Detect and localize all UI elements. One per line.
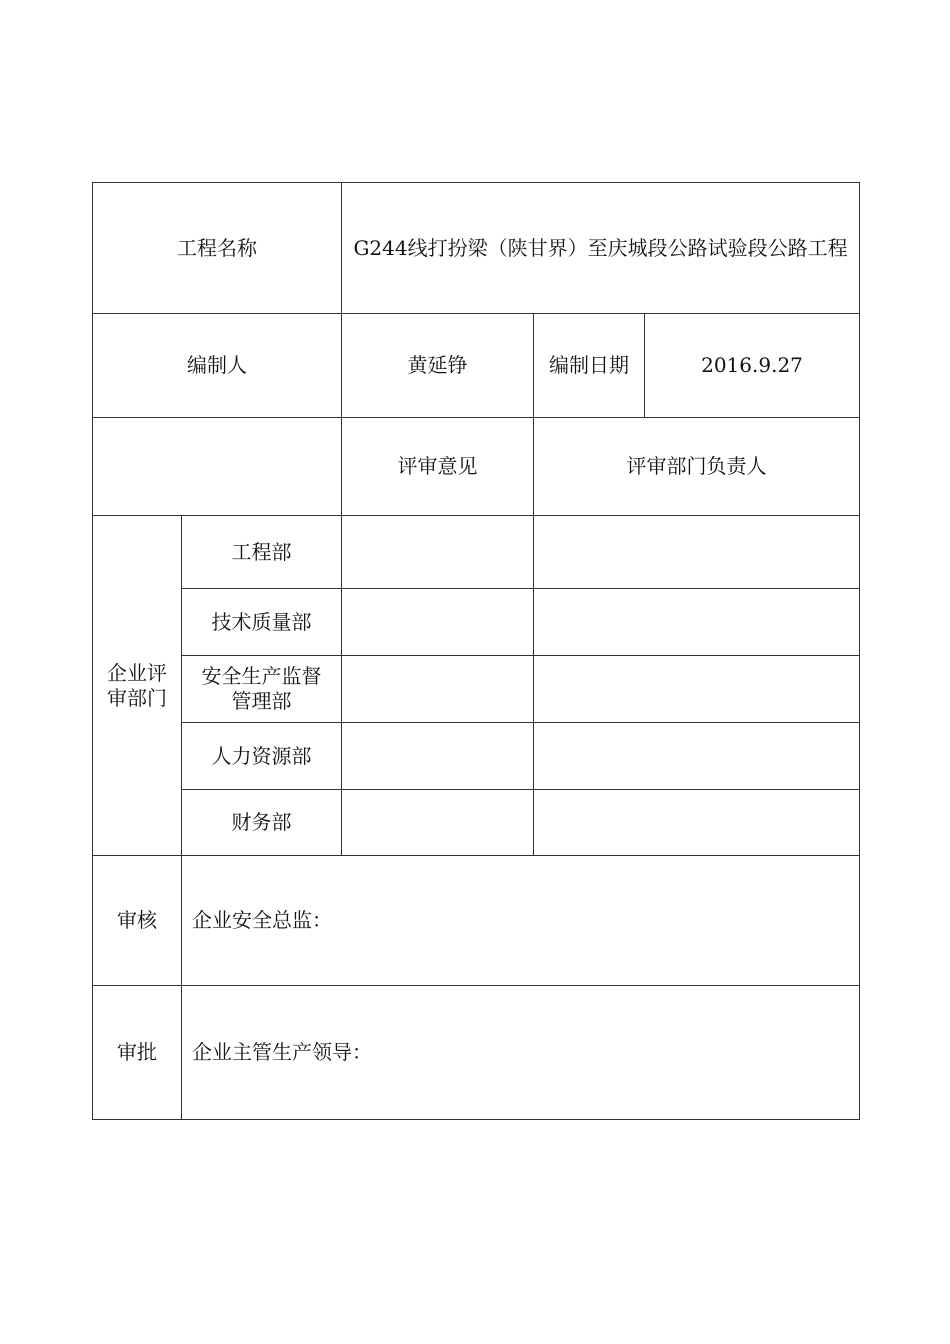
date-value: 2016.9.27: [645, 314, 860, 418]
dept-row: [93, 790, 860, 856]
dept-responsible-cell[interactable]: [534, 723, 860, 790]
dept-opinion-cell[interactable]: [342, 723, 534, 790]
approve-label: 审批: [93, 986, 182, 1120]
project-name-value: G244线打扮梁（陕甘界）至庆城段公路试验段公路工程: [342, 183, 860, 314]
dept-name: 安全生产监督管理部: [182, 656, 342, 723]
audit-label: 审核: [93, 856, 182, 986]
review-responsible-header: 评审部门负责人: [534, 418, 860, 516]
project-name-label: 工程名称: [93, 183, 342, 314]
review-header-blank: [93, 418, 342, 516]
dept-name: 财务部: [182, 790, 342, 856]
review-opinion-header: 评审意见: [342, 418, 534, 516]
review-form-table: [92, 182, 860, 1120]
audit-row: [93, 856, 860, 986]
author-value: 黄延铮: [342, 314, 534, 418]
dept-responsible-cell[interactable]: [534, 589, 860, 656]
dept-name: 工程部: [182, 516, 342, 589]
dept-responsible-cell[interactable]: [534, 656, 860, 723]
dept-name: 人力资源部: [182, 723, 342, 790]
dept-row: [93, 656, 860, 723]
project-row: [93, 183, 860, 314]
date-label: 编制日期: [534, 314, 645, 418]
dept-opinion-cell[interactable]: [342, 790, 534, 856]
author-row: [93, 314, 860, 418]
review-group-label: 企业评审部门: [93, 516, 182, 856]
dept-row: [93, 723, 860, 790]
dept-responsible-cell[interactable]: [534, 790, 860, 856]
author-label: 编制人: [93, 314, 342, 418]
dept-opinion-cell[interactable]: [342, 656, 534, 723]
audit-signature-field[interactable]: 企业安全总监：: [182, 856, 860, 986]
dept-opinion-cell[interactable]: [342, 589, 534, 656]
review-header-row: [93, 418, 860, 516]
approve-row: [93, 986, 860, 1120]
dept-opinion-cell[interactable]: [342, 516, 534, 589]
approve-signature-field[interactable]: 企业主管生产领导：: [182, 986, 860, 1120]
dept-row: [93, 589, 860, 656]
dept-row: [93, 516, 860, 589]
dept-responsible-cell[interactable]: [534, 516, 860, 589]
dept-name: 技术质量部: [182, 589, 342, 656]
